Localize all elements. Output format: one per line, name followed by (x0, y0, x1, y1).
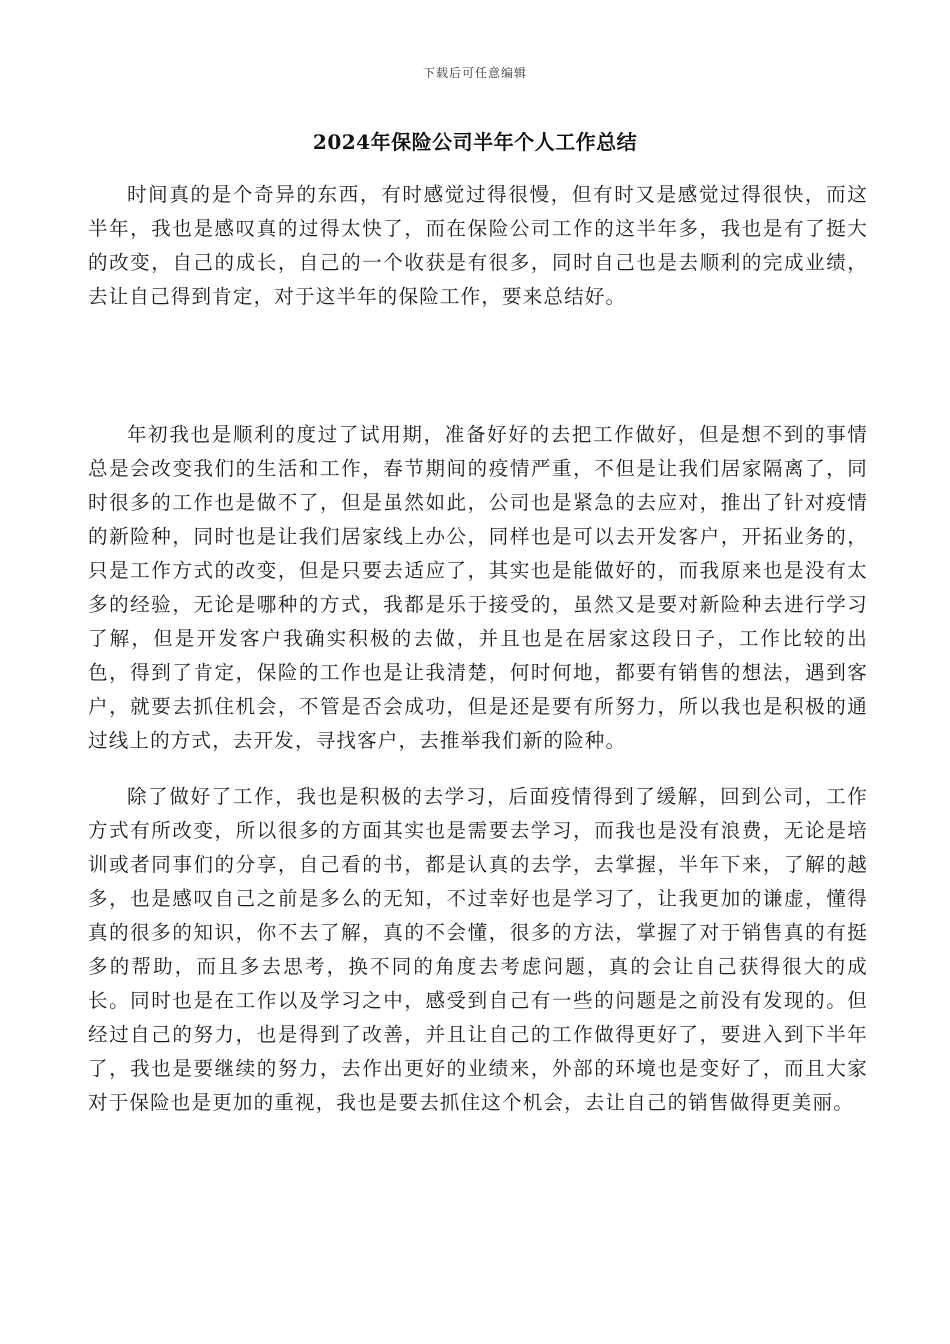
paragraph-1: 时间真的是个奇异的东西，有时感觉过得很慢，但有时又是感觉过得很快，而这半年，我也是感叹真的过得太快了，而在保险公司工作的这半年多，我也是有了挺大的改变，自己的成长，自己的一个收获是有很多，同时自己也是去顺利的完成业绩，去让自己得到肯定，对于这半年的保险工作，要来总结好。 (88, 183, 868, 308)
paragraph-2: 年初我也是顺利的度过了试用期，准备好好的去把工作做好，但是想不到的事情总是会改变我们的生活和工作，春节期间的疫情严重，不但是让我们居家隔离了，同时很多的工作也是做不了，但是虽然如此，公司也是紧急的去应对，推出了针对疫情的新险种，同时也是让我们居家线上办公，同样也是可以去开发客户，开拓业务的，只是工作方式的改变，但是只要去适应了，其实也是能做好的，而我原来也是没有太多的经验，无论是哪种的方式，我都是乐于接受的，虽然又是要对新险种去进行学习了解，但是开发客户我确实积极的去做，并且也是在居家这段日子，工作比较的出色，得到了肯定，保险的工作也是让我清楚，何时何地，都要有销售的想法，遇到客户，就要去抓住机会，不管是否会成功，但是还是要有所努力，所以我也是积极的通过线上的方式，去开发，寻找客户，去推举我们新的险种。 (88, 423, 868, 752)
document-title: 2024年保险公司半年个人工作总结 (312, 130, 638, 154)
paragraph-3: 除了做好了工作，我也是积极的去学习，后面疫情得到了缓解，回到公司，工作方式有所改变，所以很多的方面其实也是需要去学习，而我也是没有浪费，无论是培训或者同事们的分享，自己看的书，都是认真的去学，去掌握，半年下来，了解的越多，也是感叹自己之前是多么的无知，不过幸好也是学习了，让我更加的谦虚，懂得真的很多的知识，你不去了解，真的不会懂，很多的方法，掌握了对于销售真的有挺多的帮助，而且多去思考，换不同的角度去考虑问题，真的会让自己获得很大的成长。同时也是在工作以及学习之中，感受到自己有一些的问题是之前没有发现的。但经过自己的努力，也是得到了改善，并且让自己的工作做得更好了，要进入到下半年了，我也是要继续的努力，去作出更好的业绩来，外部的环境也是变好了，而且大家对于保险也是更加的重视，我也是要去抓住这个机会，去让自己的销售做得更美丽。 (88, 785, 868, 1114)
header-note: 下载后可任意编辑 (422, 66, 527, 80)
